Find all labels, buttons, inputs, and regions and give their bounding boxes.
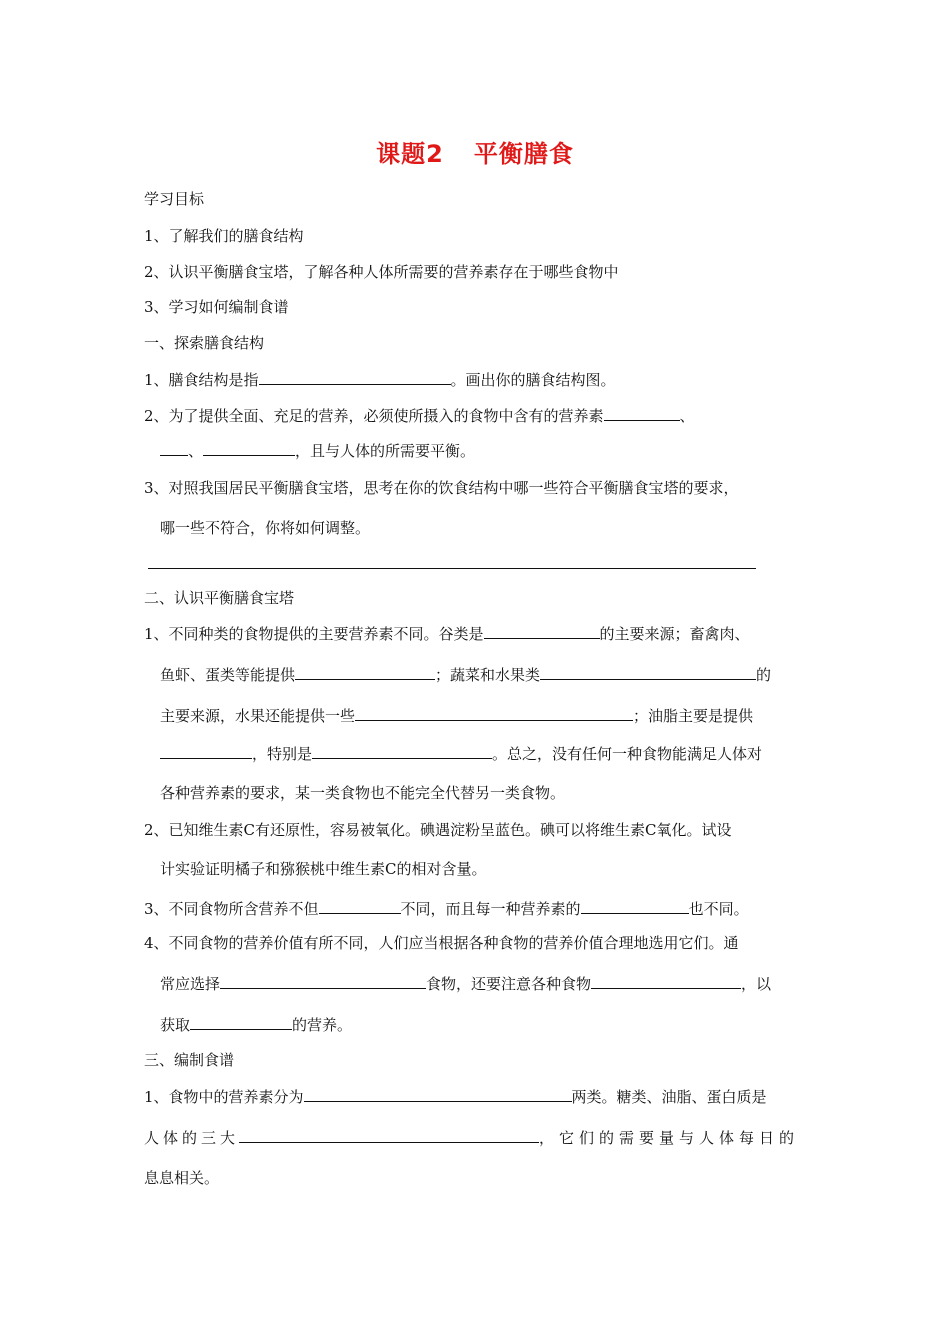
- section2-q3: [144, 898, 749, 919]
- question-text: 两类。糖类、油脂、蛋白质是: [571, 1088, 767, 1106]
- question-text: 常应选择: [160, 975, 221, 993]
- answer-blank[interactable]: [484, 623, 600, 639]
- question-text: 主要来源，水果还能提供一些: [160, 707, 356, 725]
- section2-q2-line2: 计实验证明橘子和猕猴桃中维生素C的相对含量。: [160, 860, 487, 878]
- answer-blank[interactable]: [591, 973, 741, 989]
- section2-q4-line3: [160, 1014, 352, 1035]
- question-text: 1、不同种类的食物提供的主要营养素不同。谷类是: [144, 625, 484, 643]
- answer-blank[interactable]: [540, 664, 756, 680]
- answer-blank[interactable]: [220, 973, 426, 989]
- section2-q4-line2: [160, 973, 771, 994]
- section1-heading: 一、探索膳食结构: [144, 334, 265, 352]
- question-text: 1、膳食结构是指: [144, 371, 259, 389]
- answer-blank[interactable]: [355, 705, 633, 721]
- question-text: ，以: [741, 975, 772, 993]
- section2-q1-line1: [144, 623, 750, 644]
- question-text: 获取: [160, 1016, 191, 1034]
- section1-q2-line1: [144, 405, 695, 426]
- section1-q2-line2: [160, 440, 475, 461]
- section3-q1-line1: [144, 1086, 767, 1107]
- question-text: 的主要来源；畜禽肉、: [599, 625, 750, 643]
- question-text: 3、不同食物所含营养不但: [144, 900, 319, 918]
- objectives-heading: 学习目标: [144, 190, 205, 208]
- answer-blank[interactable]: [259, 369, 451, 385]
- section2-q4-line1: 4、不同食物的营养价值有所不同，人们应当根据各种食物的营养价值合理地选用它们。通: [144, 934, 739, 952]
- answer-blank[interactable]: [581, 898, 689, 914]
- answer-blank[interactable]: [604, 405, 680, 421]
- answer-blank[interactable]: [203, 440, 295, 456]
- question-text: ，特别是: [252, 745, 313, 763]
- question-text: 、: [679, 407, 695, 425]
- question-text: 鱼虾、蛋类等能提供: [160, 666, 296, 684]
- section3-heading: 三、编制食谱: [144, 1051, 235, 1069]
- question-text: 食物，还要注意各种食物: [426, 975, 592, 993]
- question-text: 也不同。: [688, 900, 749, 918]
- section2-q1-line5: 各种营养素的要求，某一类食物也不能完全代替另一类食物。: [160, 784, 566, 802]
- section2-q1-line2: [160, 664, 771, 685]
- question-text: 的: [756, 666, 772, 684]
- section3-q1-line3: 息息相关。: [144, 1169, 220, 1187]
- question-text: ，且与人体的所需要平衡。: [295, 442, 476, 460]
- question-text: 1、食物中的营养素分为: [144, 1088, 304, 1106]
- question-text: 人体的三大: [144, 1129, 240, 1147]
- objective-item: 3、学习如何编制食谱: [144, 298, 289, 316]
- section1-q3-line2: 哪一些不符合，你将如何调整。: [160, 519, 371, 537]
- question-text: 的营养。: [292, 1016, 353, 1034]
- section1-q1: [144, 369, 616, 390]
- section2-heading: 二、认识平衡膳食宝塔: [144, 589, 295, 607]
- question-text: 、: [188, 442, 204, 460]
- answer-blank[interactable]: [239, 1127, 539, 1143]
- question-text: 。画出你的膳食结构图。: [450, 371, 616, 389]
- objective-item: 1、了解我们的膳食结构: [144, 227, 304, 245]
- section2-q1-line4: [160, 743, 762, 764]
- question-text: ；油脂主要是提供: [633, 707, 754, 725]
- title-part1: 课题2: [376, 140, 444, 168]
- answer-blank[interactable]: [160, 440, 188, 456]
- answer-blank[interactable]: [319, 898, 401, 914]
- question-text: 不同，而且每一种营养素的: [400, 900, 581, 918]
- answer-blank[interactable]: [295, 664, 435, 680]
- answer-blank[interactable]: [190, 1014, 292, 1030]
- section1-q3-line1: 3、对照我国居民平衡膳食宝塔，思考在你的饮食结构中哪一些符合平衡膳食宝塔的要求，: [144, 479, 739, 497]
- answer-blank[interactable]: [304, 1086, 572, 1102]
- title-part2: 平衡膳食: [473, 140, 574, 168]
- objective-item: 2、认识平衡膳食宝塔，了解各种人体所需要的营养素存在于哪些食物中: [144, 263, 619, 281]
- question-text: 2、为了提供全面、充足的营养，必须使所摄入的食物中含有的营养素: [144, 407, 604, 425]
- section3-q1-line2: [144, 1127, 799, 1148]
- section2-q2-line1: 2、已知维生素C有还原性，容易被氧化。碘遇淀粉呈蓝色。碘可以将维生素C氧化。试设: [144, 821, 732, 839]
- section2-q1-line3: [160, 705, 753, 726]
- answer-blank[interactable]: [312, 743, 492, 759]
- question-text: ，它们的需要量与人体每日的: [539, 1129, 800, 1147]
- page-title: [0, 134, 950, 169]
- answer-line[interactable]: [148, 568, 756, 569]
- question-text: ；蔬菜和水果类: [435, 666, 541, 684]
- answer-blank[interactable]: [160, 743, 252, 759]
- question-text: 。总之，没有任何一种食物能满足人体对: [492, 745, 763, 763]
